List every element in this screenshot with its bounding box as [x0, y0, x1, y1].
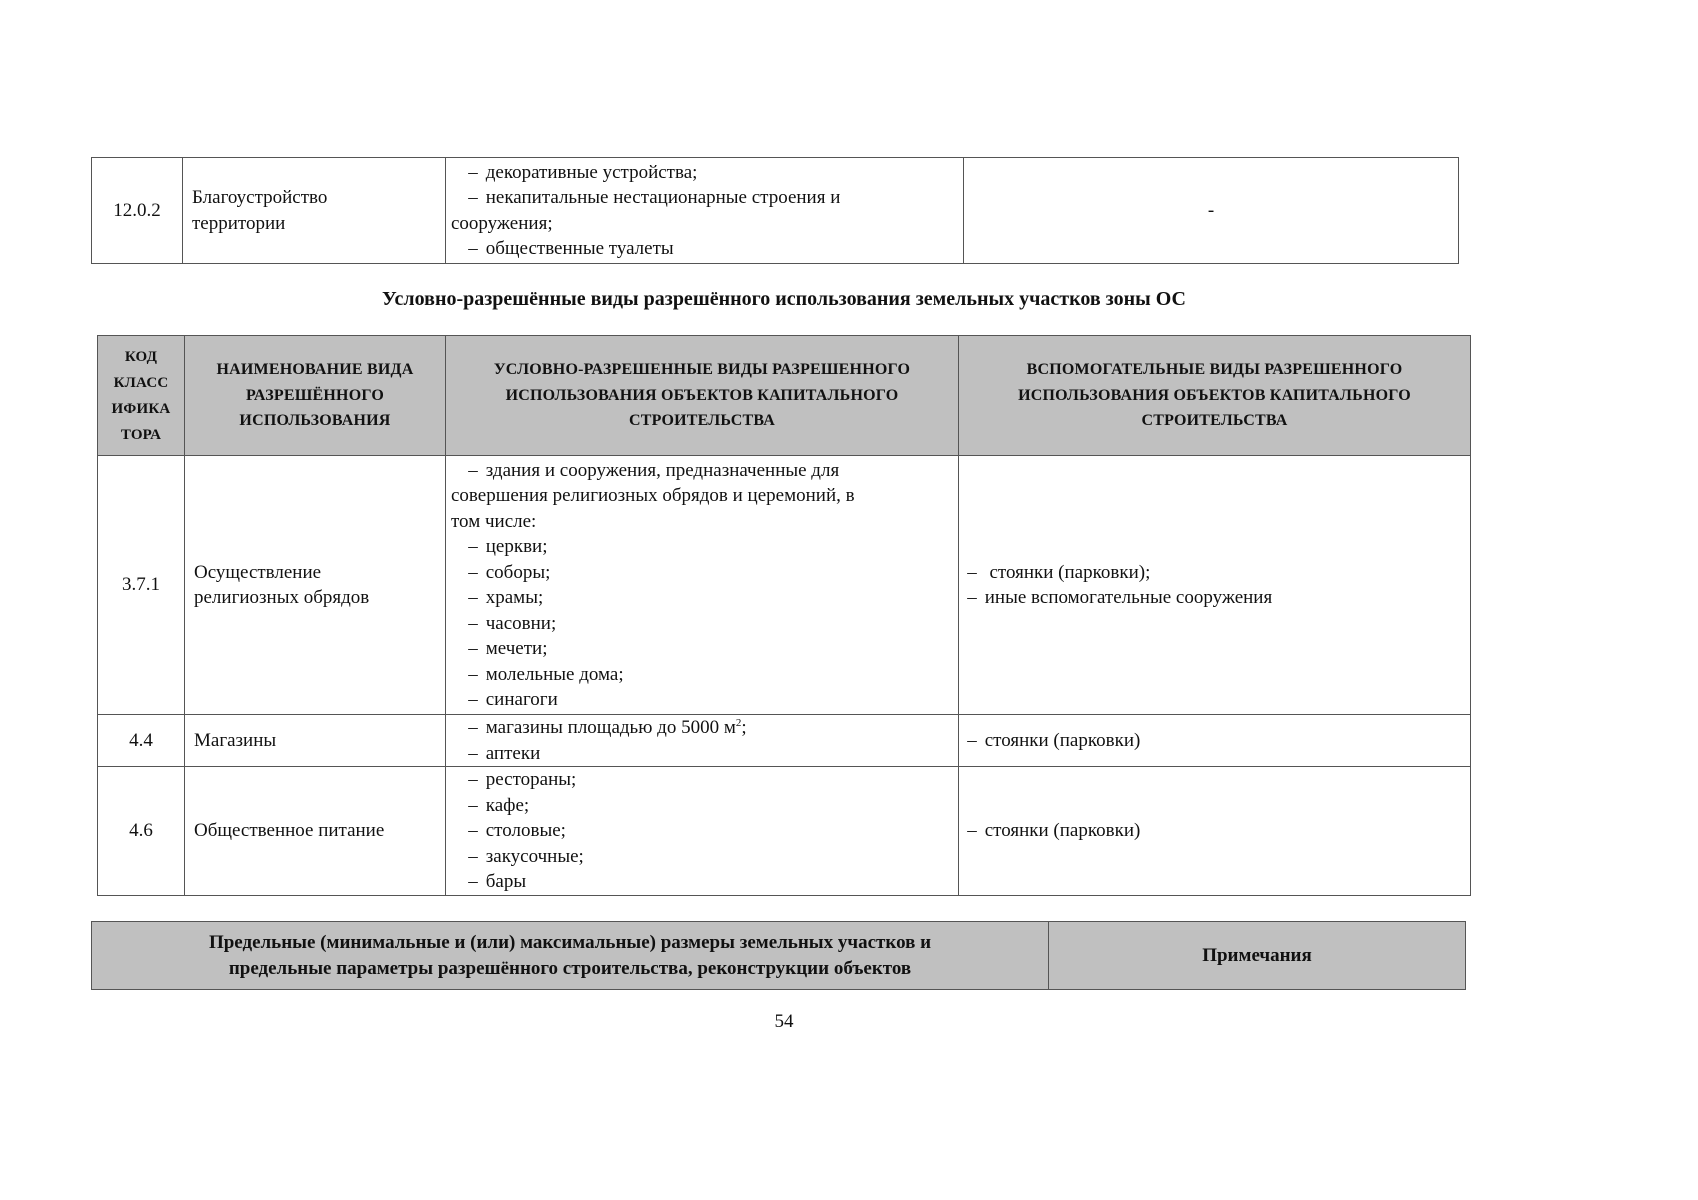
list-item: – аптеки	[468, 742, 541, 764]
list-item: – мечети;	[468, 638, 548, 659]
use-name: Магазины	[185, 715, 446, 767]
conditional-uses	[446, 456, 959, 715]
list-item: – стоянки (парковки)	[967, 729, 1141, 751]
header-auxiliary: ВСПОМОГАТЕЛЬНЫЕ ВИДЫ РАЗРЕШЕННОГО ИСПОЛЬЗОВАНИЯ ОБЪЕКТОВ КАПИТАЛЬНОГО СТРОИТЕЛЬСТВА	[959, 336, 1471, 456]
list-item-continuation: совершения религиозных обрядов и церемоний, в	[451, 485, 855, 506]
list-item-continuation: сооружения;	[451, 212, 553, 234]
list-item-continuation: том числе:	[451, 510, 537, 532]
auxiliary-uses	[959, 715, 1471, 767]
list-item: – иные вспомогательные сооружения	[967, 587, 1273, 608]
auxiliary-uses	[959, 456, 1471, 715]
list-item: – соборы;	[468, 561, 551, 583]
list-item: – стоянки (парковки);	[967, 561, 1151, 583]
list-item: – декоративные устройства;	[468, 161, 698, 183]
use-name-line: Благоустройство	[192, 187, 328, 208]
list-item: – столовые;	[468, 820, 566, 842]
top-table	[91, 157, 1459, 264]
list-item: – некапитальные нестационарные строения и	[468, 187, 841, 208]
list-item: – храмы;	[468, 587, 544, 608]
auxiliary-uses	[959, 767, 1471, 896]
table-header-row	[92, 922, 1466, 990]
classifier-code: 12.0.2	[92, 158, 183, 264]
use-name	[183, 158, 446, 264]
table-row	[98, 767, 1471, 896]
use-name-line: территории	[192, 212, 286, 234]
notes-header: Примечания	[1049, 922, 1466, 990]
list-item: – часовни;	[468, 612, 557, 634]
list-item: – бары	[468, 871, 527, 893]
header-code: КОД КЛАСС ИФИКА ТОРА	[98, 336, 185, 456]
auxiliary-uses: -	[964, 158, 1459, 264]
table-row	[98, 715, 1471, 767]
list-item: – молельные дома;	[468, 663, 624, 685]
list-item: – рестораны;	[468, 769, 577, 791]
list-item: – кафе;	[468, 794, 530, 816]
header-conditional: УСЛОВНО-РАЗРЕШЕННЫЕ ВИДЫ РАЗРЕШЕННОГО ИСПОЛЬЗОВАНИЯ ОБЪЕКТОВ КАПИТАЛЬНОГО СТРОИТЕЛЬСТВА	[446, 336, 959, 456]
list-item: – синагоги	[468, 689, 558, 710]
table-row	[92, 158, 1459, 264]
header-name: НАИМЕНОВАНИЕ ВИДА РАЗРЕШЁННОГО ИСПОЛЬЗОВАНИЯ	[185, 336, 446, 456]
table-header-row	[98, 336, 1471, 456]
table-row	[98, 456, 1471, 715]
list-item: – церкви;	[468, 536, 548, 557]
list-item: – общественные туалеты	[468, 238, 674, 259]
page-number: 54	[774, 1011, 794, 1032]
classifier-code: 4.6	[98, 767, 185, 896]
conditional-uses	[446, 715, 959, 767]
classifier-code: 3.7.1	[98, 456, 185, 715]
list-item: – стоянки (парковки)	[967, 820, 1141, 842]
limits-table	[91, 921, 1466, 990]
use-name: Осуществление религиозных обрядов	[185, 456, 446, 715]
conditional-uses-table	[97, 335, 1471, 896]
classifier-code: 4.4	[98, 715, 185, 767]
list-item: – здания и сооружения, предназначенные для	[468, 459, 840, 481]
use-name: Общественное питание	[185, 767, 446, 896]
conditional-uses	[446, 767, 959, 896]
list-item: – магазины площадью до 5000 $м^2$;	[468, 717, 747, 738]
limits-header: Предельные (минимальные и (или) максимальные) размеры земельных участков и предельные параметры разрешённого строительства, реконструкции объектов	[92, 922, 1049, 990]
list-item: – закусочные;	[468, 845, 584, 867]
section-title: Условно-разрешённые виды разрешённого использования земельных участков зоны ОС	[382, 288, 1186, 310]
conditional-uses	[446, 158, 964, 264]
